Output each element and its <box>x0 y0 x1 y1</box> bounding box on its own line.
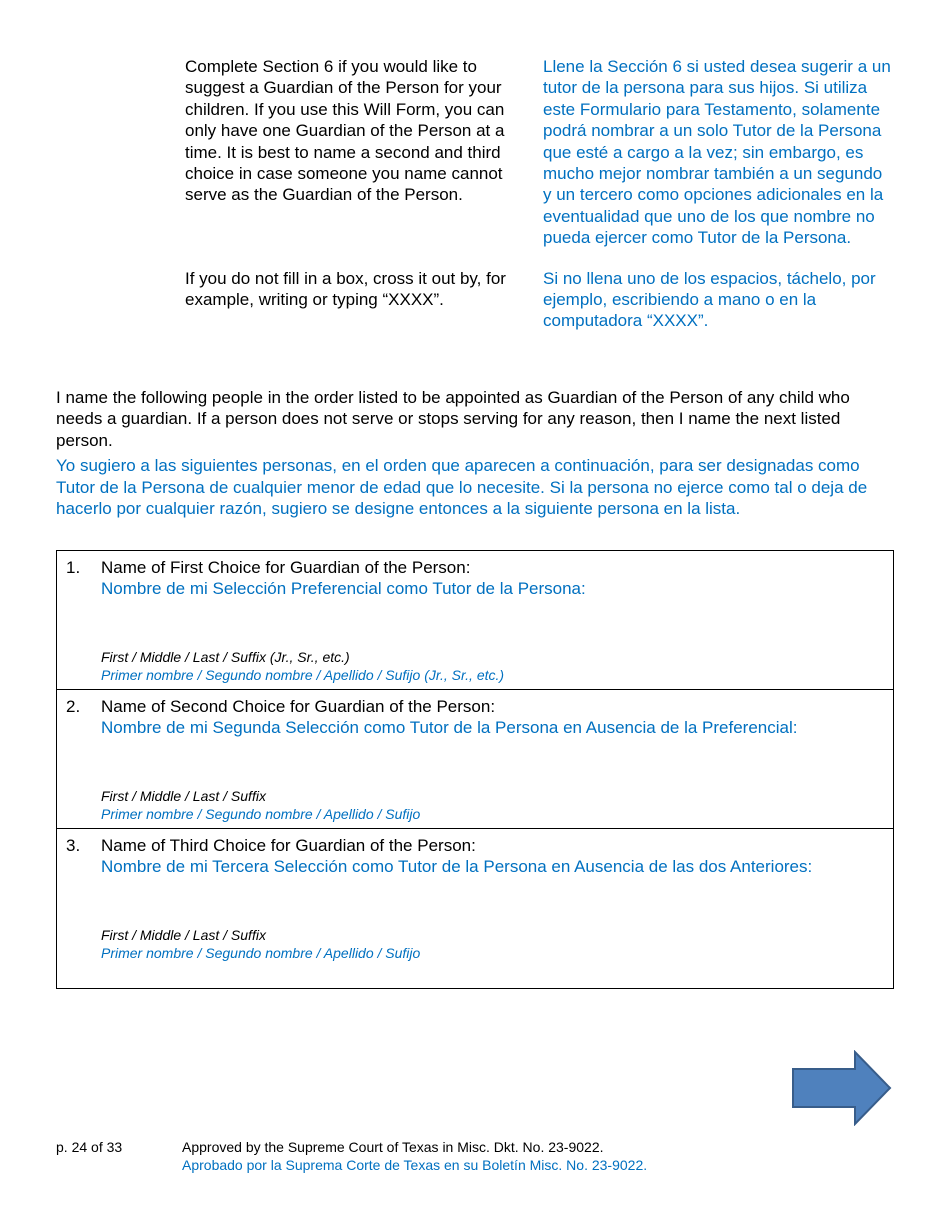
instructions <box>185 56 895 332</box>
choice-label-spanish: Nombre de mi Segunda Selección como Tutor de la Persona en Ausencia de la Preferencial: <box>101 718 798 738</box>
choice-label-spanish: Nombre de mi Tercera Selección como Tutor de la Persona en Ausencia de las dos Anteriores: <box>101 857 813 877</box>
choice-number: 3. <box>66 836 81 855</box>
choice-label-spanish: Nombre de mi Selección Preferencial como Tutor de la Persona: <box>101 579 586 599</box>
guardian-choices-table <box>56 550 894 989</box>
instruction-english: Complete Section 6 if you would like to suggest a Guardian of the Person for your children. If you use this Will Form, you can only have one Guardian of the Person at a time. It is best to name a second and third choice in case someone you name cannot serve as the Guardian of the Person. <box>185 57 505 205</box>
third-choice-row[interactable] <box>57 828 893 988</box>
instruction-spanish: Si no llena uno de los espacios, táchelo, por ejemplo, escribiendo a mano o en la computadora “XXXX”. <box>543 268 876 331</box>
fields-hint-english: First / Middle / Last / Suffix (Jr., Sr., etc.) <box>101 648 350 665</box>
approval-english: Approved by the Supreme Court of Texas in Misc. Dkt. No. 23-9022. <box>182 1139 604 1155</box>
statement-spanish: Yo sugiero a las siguientes personas, en el orden que aparecen a continuación, para ser designadas como Tutor de la Persona de cualquier menor de edad que lo necesite. Si la persona no ejerce como tal o deja de hacerlo por cualquier razón, sugiero se designe entonces a la siguiente persona en la lista. <box>56 456 868 519</box>
fields-hint-spanish: Primer nombre / Segundo nombre / Apellido / Sufijo (Jr., Sr., etc.) <box>101 666 505 683</box>
choice-number: 1. <box>66 558 81 577</box>
choice-number: 2. <box>66 697 81 716</box>
approval-spanish: Aprobado por la Suprema Corte de Texas en su Boletín Misc. No. 23-9022. <box>182 1157 648 1173</box>
fields-hint-spanish: Primer nombre / Segundo nombre / Apellido / Sufijo <box>101 805 421 822</box>
page-number: p. 24 of 33 <box>56 1139 123 1155</box>
right-arrow-icon[interactable] <box>791 1050 893 1126</box>
fields-hint-spanish: Primer nombre / Segundo nombre / Apellido / Sufijo <box>101 944 421 961</box>
first-choice-row[interactable] <box>57 551 893 689</box>
next-page-arrow-shape[interactable] <box>793 1052 890 1124</box>
choice-label-english: Name of Second Choice for Guardian of the Person: <box>101 697 496 716</box>
instruction-spanish: Llene la Sección 6 si usted desea sugerir a un tutor de la persona para sus hijos. Si utiliza este Formulario para Testamento, solamente podrá nombrar a un solo Tutor de la Persona que esté a cargo a la vez; sin embargo, es mucho mejor nombrar también a un segundo y un tercero como opciones adicionales en la eventualidad que uno de los que nombre no pueda ejercer como Tutor de la Persona. <box>543 57 891 248</box>
name-fields-hint <box>101 739 879 823</box>
choice-label-english: Name of Third Choice for Guardian of the Person: <box>101 836 476 855</box>
instruction-pair <box>185 56 895 249</box>
fields-hint-english: First / Middle / Last / Suffix <box>101 787 266 804</box>
statement-english: I name the following people in the order listed to be appointed as Guardian of the Person of any child who needs a guardian. If a person does not serve or stops serving for any reason, then I name the next listed person. <box>56 388 850 450</box>
instruction-pair <box>185 268 895 332</box>
name-fields-hint <box>101 600 879 684</box>
choice-label-english: Name of First Choice for Guardian of the Person: <box>101 558 471 577</box>
second-choice-row[interactable] <box>57 689 893 828</box>
guardian-statement <box>56 387 896 519</box>
approval-notice <box>182 1138 647 1174</box>
fields-hint-english: First / Middle / Last / Suffix <box>101 926 266 943</box>
instruction-english: If you do not fill in a box, cross it out by, for example, writing or typing “XXXX”. <box>185 268 506 310</box>
name-fields-hint <box>101 878 879 962</box>
